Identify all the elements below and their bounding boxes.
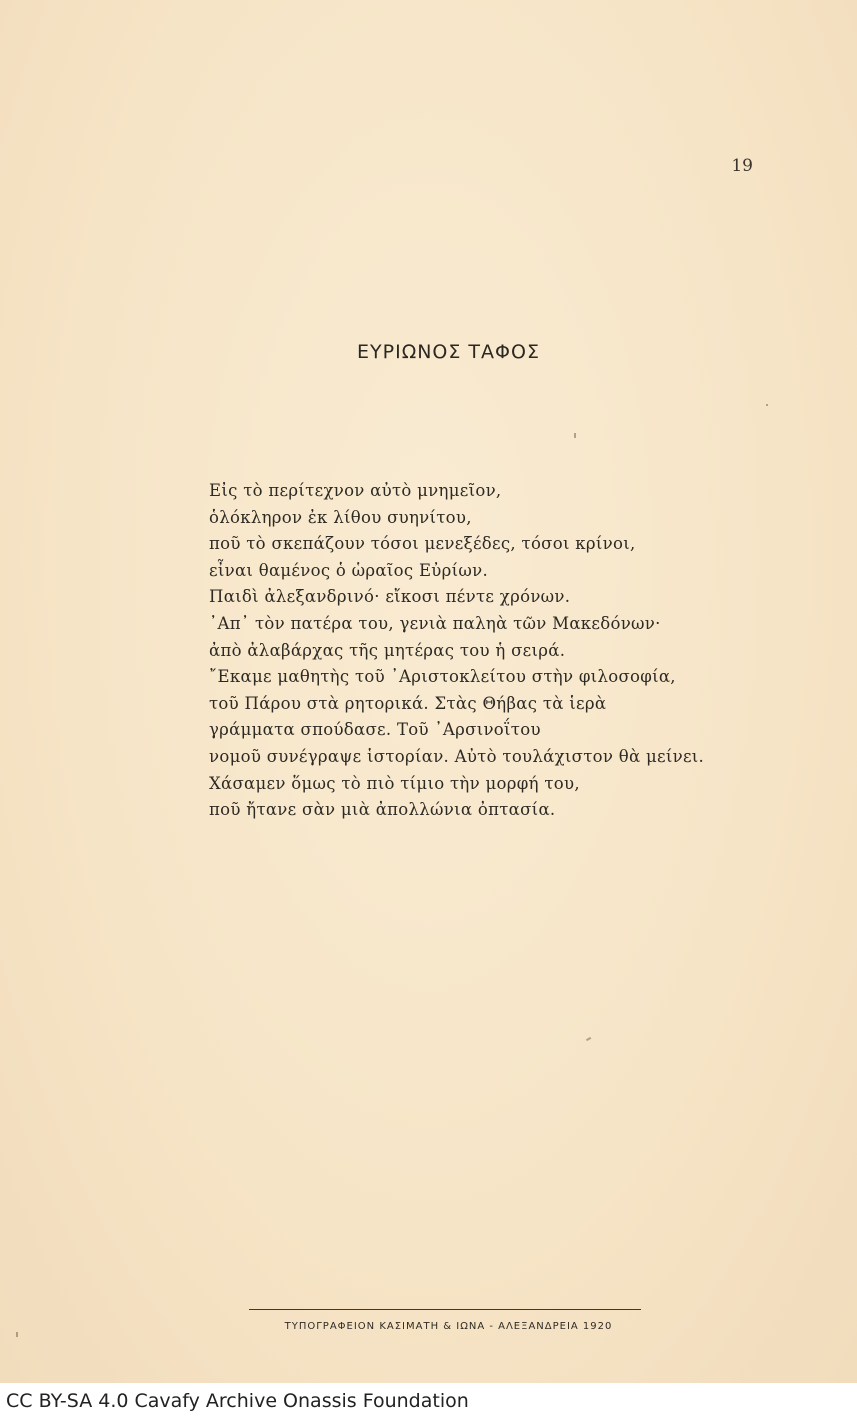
- poem-line: Εἰς τὸ περίτεχνον αὐτὸ μνημεῖον,: [209, 481, 502, 500]
- poem-line: ποῦ ἤτανε σὰν μιὰ ἀπολλώνια ὀπτασία.: [209, 800, 556, 820]
- poem-line: ῎Εκαμε μαθητὴς τοῦ ᾽Αριστοκλείτου στὴν φιλοσοφία,: [209, 667, 676, 687]
- poem-body: [209, 478, 704, 824]
- license-credit: CC BY-SA 4.0 Cavafy Archive Onassis Foundation: [6, 1390, 469, 1412]
- paper-fleck: [766, 404, 768, 406]
- poem-line: εἶναι θαμένος ὁ ὡραῖος Εὐρίων.: [209, 560, 489, 580]
- poem-line: ποῦ τὸ σκεπάζουν τόσοι μενεξέδες, τόσοι κρίνοι,: [209, 534, 636, 554]
- poem-line: τοῦ Πάρου στὰ ρητορικά. Στὰς Θήβας τὰ ἱερὰ: [209, 693, 607, 713]
- page-number: 19: [731, 156, 753, 176]
- poem-line: Παιδὶ ἀλεξανδρινό· εἴκοσι πέντε χρόνων.: [209, 587, 571, 607]
- poem-line: Χάσαμεν ὅμως τὸ πιὸ τίμιο τὴν μορφή του,: [209, 773, 580, 793]
- poem-line: ᾽Απ᾽ τὸν πατέρα του, γενιὰ παληὰ τῶν Μακεδόνων·: [209, 613, 661, 633]
- paper-fleck: [574, 433, 576, 438]
- printer-imprint: ΤΥΠΟΓΡΑΦΕΙΟΝ ΚΑΣΙΜΑΤΗ & ΙΩΝΑ - ΑΛΕΞΑΝΔΡΕΙΑ 1920: [284, 1321, 613, 1332]
- paper-fleck: [586, 1037, 591, 1041]
- poem-line: ὁλόκληρον ἐκ λίθου συηνίτου,: [209, 507, 472, 527]
- footer-rule: [249, 1309, 641, 1310]
- poem-title: ΕΥΡΙΩΝΟΣ ΤΑΦΟΣ: [357, 341, 540, 363]
- poem-line: γράμματα σπούδασε. Τοῦ ᾽Αρσινοΐτου: [209, 720, 541, 740]
- paper-fleck: [16, 1332, 18, 1337]
- poem-line: νομοῦ συνέγραψε ἱστορίαν. Αὐτὸ τουλάχιστον θὰ μείνει.: [209, 746, 705, 766]
- poem-line: ἀπὸ ἀλαβάρχας τῆς μητέρας του ἡ σειρά.: [209, 640, 566, 660]
